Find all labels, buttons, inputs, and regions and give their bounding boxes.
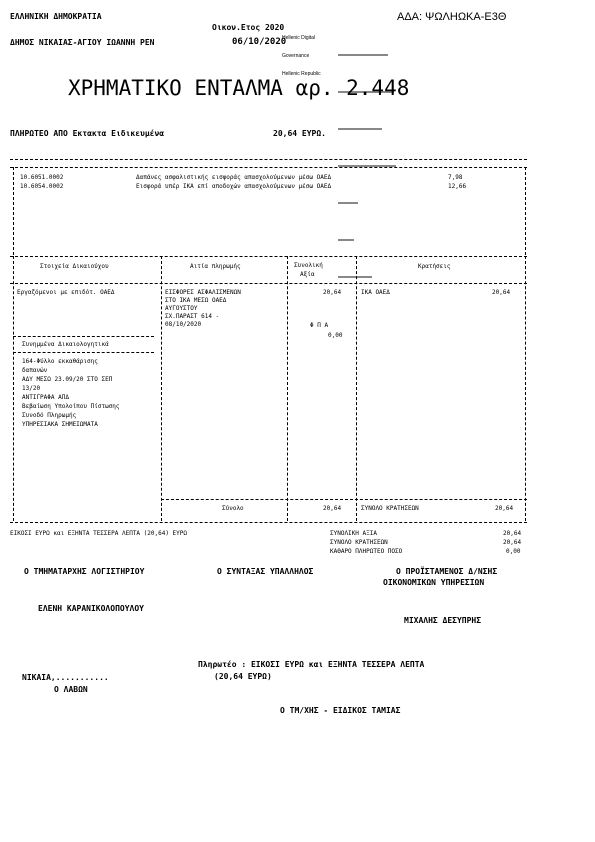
attachment-item: Βεβαίωση Υπολοίπου Πίστωσης: [22, 403, 120, 410]
attachment-item: 13/20: [22, 385, 41, 392]
document-title: ΧΡΗΜΑΤΙΚΟ ΕΝΤΑΛΜΑ αρ. 2.448: [68, 76, 410, 100]
amount-in-words: ΕΙΚΟΣΙ ΕΥΡΩ και ΕΞΗΝΤΑ ΤΕΣΣΕΡΑ ΛΕΠΤΑ (20,64) ΕΥΡΩ: [10, 530, 188, 537]
summary-label: ΣΥΝΟΛΟ ΚΡΑΤΗΣΕΩΝ: [330, 539, 388, 546]
accounting-head-title: Ο ΤΜΗΜΑΤΑΡΧΗΣ ΛΟΓΙΣΤΗΡΙΟΥ: [24, 567, 145, 576]
withholding-value: 20,64: [492, 289, 511, 296]
account-description: Δαπάνες ασφαλιστικής εισφοράς απασχολούμενων μέσω ΟΑΕΔ: [136, 174, 332, 181]
sum-value: 20,64: [323, 505, 342, 512]
cashier-title: Ο ΤΜ/ΧΗΣ - ΕΙΔΙΚΟΣ ΤΑΜΙΑΣ: [280, 706, 401, 715]
summary-label: ΣΥΝΟΛΙΚΗ ΑΞΙΑ: [330, 530, 377, 537]
divider: [10, 522, 527, 523]
header-total-value: Αξία: [300, 271, 315, 278]
cause-line: ΑΥΓΟΥΣΤΟΥ: [165, 305, 198, 312]
summary-label: ΚΑΘΑΡΟ ΠΛΗΡΩΤΕΟ ΠΟΣΟ: [330, 548, 403, 555]
cause-line: ΣΧ.ΠΑΡΑΣΤ 614 -: [165, 313, 220, 320]
divider: [161, 499, 527, 500]
withholdings-total-value: 20,64: [495, 505, 514, 512]
accounting-head-name: ΕΛΕΝΗ ΚΑΡΑΝΙΚΟΛΟΠΟΥΛΟΥ: [38, 604, 144, 613]
divider: [10, 159, 527, 160]
sum-label: Σύνολο: [222, 505, 244, 512]
attachment-item: δαπανών: [22, 367, 48, 374]
payable-in-words: Πληρωτέο : ΕΙΚΟΣΙ ΕΥΡΩ και ΕΞΗΝΤΑ ΤΕΣΣΕΡΑ ΛΕΠΤΑ: [198, 660, 425, 669]
account-description: Εισφορά υπέρ ΙΚΑ επί αποδοχών απασχολούμενων μέσω ΟΑΕΔ: [136, 183, 332, 190]
receiver-title: Ο ΛΑΒΩΝ: [54, 685, 88, 694]
withholdings-total-label: ΣΥΝΟΛΟ ΚΡΑΤΗΣΕΩΝ: [361, 505, 419, 512]
fiscal-year: Οικον.Ετος 2020: [212, 23, 285, 32]
issue-date: 06/10/2020: [232, 37, 287, 47]
divider: [10, 256, 527, 257]
header-total: Συνολική: [294, 262, 323, 269]
municipality: ΔΗΜΟΣ ΝΙΚΑΙΑΣ-ΑΓΙΟΥ ΙΩΑΝΝΗ ΡΕΝ: [10, 38, 155, 47]
header-cause: Αιτία πληρωμής: [190, 263, 241, 270]
divider: [13, 167, 14, 255]
summary-value: 20,64: [503, 530, 522, 537]
payable-amount-words: (20,64 ΕΥΡΩ): [214, 672, 272, 681]
header-withholdings: Κρατήσεις: [418, 263, 451, 270]
drafter-title: Ο ΣΥΝΤΑΞΑΣ ΥΠΑΛΛΗΛΟΣ: [217, 567, 314, 576]
divider: [356, 256, 357, 521]
cause-line: ΣΤΟ ΙΚΑ ΜΕΣΩ ΟΑΕΔ: [165, 297, 227, 304]
director-title: Ο ΠΡΟΪΣΤΑΜΕΝΟΣ Δ/ΝΣΗΣ: [396, 567, 498, 576]
signature-fine-print: [338, 22, 400, 56]
vat-label: Φ Π Α: [310, 322, 329, 329]
divider: [525, 256, 526, 521]
account-amount: 12,66: [448, 183, 467, 190]
account-code: 10.6051.0002: [20, 174, 64, 181]
director-title-line2: ΟΙΚΟΝΟΜΙΚΩΝ ΥΠΗΡΕΣΙΩΝ: [383, 578, 485, 587]
divider: [161, 256, 162, 521]
republic-heading: ΕΛΛΗΝΙΚΗ ΔΗΜΟΚΡΑΤΙΑ: [10, 12, 102, 21]
account-amount: 7,98: [448, 174, 463, 181]
divider: [10, 167, 527, 168]
attachment-item: 164-Φύλλο εκκαθάρισης: [22, 358, 98, 365]
attachment-item: ΑΝΤΙΓΡΑΦΑ ΑΠΔ: [22, 394, 69, 401]
summary-value: 20,64: [503, 539, 522, 546]
payable-label: ΠΛΗΡΩΤΕΟ ΑΠΟ Εκτακτα Ειδικευμένα: [10, 129, 165, 138]
signature-block: [282, 23, 321, 83]
vat-value: 0,00: [328, 332, 343, 339]
withholding-name: ΙΚΑ ΟΑΕΔ: [361, 289, 390, 296]
signature-line: Governance: [282, 53, 310, 59]
summary-value: 0,00: [506, 548, 521, 555]
divider: [13, 336, 154, 337]
total-value: 20,64: [323, 289, 342, 296]
beneficiary-name: Εργαζόμενοι με επιδότ. ΟΑΕΔ: [17, 289, 115, 296]
attachment-item: ΥΠΗΡΕΣΙΑΚΑ ΣΗΜΕΙΩΜΑΤΑ: [22, 421, 98, 428]
cause-line: ΕΙΣΦΟΡΕΣ ΑΣΦΑΛΙΣΜΕΝΩΝ: [165, 289, 241, 296]
payable-amount: 20,64 ΕΥΡΩ.: [273, 129, 326, 138]
divider: [525, 167, 526, 255]
header-beneficiary: Στοιχεία Δικαιούχου: [40, 263, 109, 270]
signature-line: Hellenic Digital: [282, 35, 316, 41]
attachment-item: ΑΔΥ ΜΕΣΩ 23.09/20 ΣΤΟ ΣΕΠ: [22, 376, 113, 383]
attachment-item: Συνοδό Πληρωμής: [22, 412, 77, 419]
divider: [13, 352, 154, 353]
director-name: ΜΙΧΑΛΗΣ ΔΕΣΥΠΡΗΣ: [404, 616, 482, 625]
payment-cause: [165, 290, 241, 328]
divider: [287, 256, 288, 521]
divider: [10, 283, 527, 284]
signature-line: Hellenic Republic: [282, 71, 321, 77]
place-date: ΝΙΚΑΙΑ,...........: [22, 673, 109, 682]
cause-line: 08/10/2020: [165, 321, 202, 328]
attachments-list: [22, 359, 120, 428]
attachments-title: Συνημμένα Δικαιολογητικά: [22, 341, 109, 348]
account-code: 10.6054.0002: [20, 183, 64, 190]
divider: [13, 256, 14, 521]
ada-code: ΑΔΑ: ΨΩΛΗΩΚΑ-Ε3Θ: [397, 11, 507, 23]
